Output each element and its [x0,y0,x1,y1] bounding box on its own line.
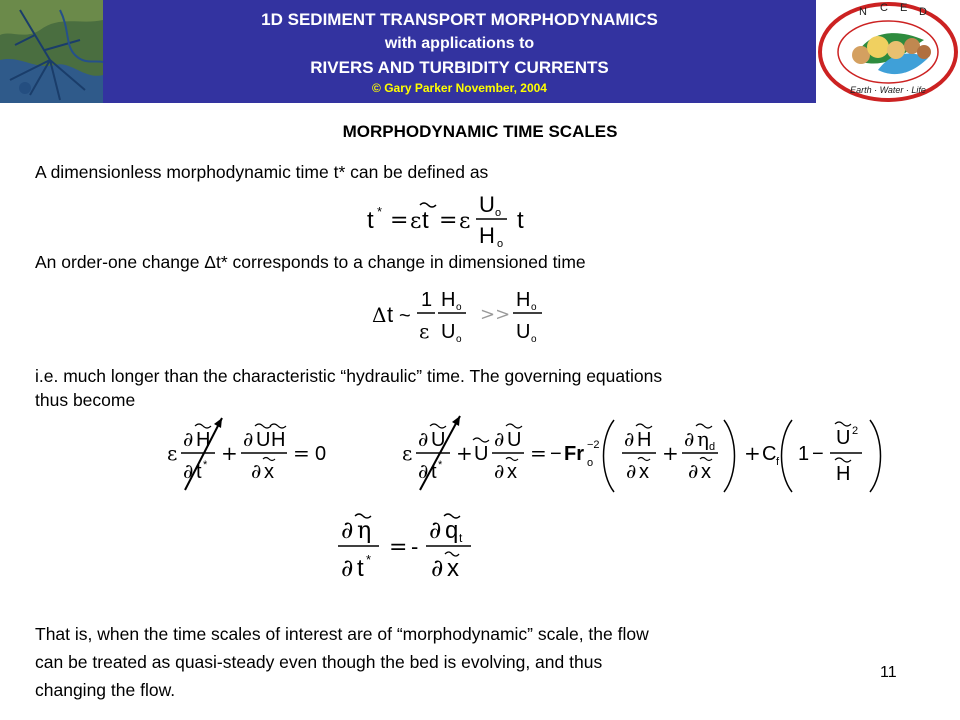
svg-text:o: o [495,207,502,219]
svg-text:t: t [196,461,202,483]
svg-text:Fr: Fr [564,443,584,465]
svg-text:*: * [377,204,383,219]
equation-mass-conservation [165,412,355,497]
svg-text:H: H [516,289,531,311]
svg-text:−2: −2 [587,439,600,451]
svg-text:x: x [264,461,274,483]
svg-text:o: o [456,334,462,345]
svg-text:ε: ε [167,441,178,465]
svg-text:x: x [507,461,517,483]
svg-text:*: * [438,459,443,471]
svg-text:Δ: Δ [372,303,387,327]
svg-text:*: * [366,552,372,567]
svg-text:*: * [203,459,208,471]
svg-text:∂: ∂ [431,554,444,582]
paragraph-quasi-steady-line-2: can be treated as quasi-steady even though the bed is evolving, and thus [35,652,603,672]
svg-text:=: = [389,535,408,560]
header-line-1: 1D SEDIMENT TRANSPORT MORPHODYNAMICS [261,10,658,29]
paragraph-quasi-steady-line-3: changing the flow. [35,680,176,700]
svg-text:t: t [357,555,364,582]
svg-text:H: H [196,429,211,451]
svg-text:∂: ∂ [183,459,194,483]
title-banner [103,0,816,103]
paragraph-hydraulic-line-1: i.e. much longer than the characteristic “hydraulic” time. The governing equations [35,366,663,386]
svg-text:t: t [387,302,394,327]
svg-text:o: o [587,457,594,469]
svg-text:q: q [445,517,459,544]
svg-text:∂: ∂ [251,459,262,483]
svg-text:+: + [221,441,238,465]
equation-order-one [370,282,570,352]
svg-text:ε: ε [410,209,422,234]
svg-text:t: t [422,207,429,234]
svg-text:∂: ∂ [688,459,699,483]
svg-text:t: t [367,207,374,234]
svg-text:U: U [474,443,489,465]
svg-text:1: 1 [421,289,433,311]
svg-text:∂: ∂ [418,459,429,483]
svg-text:t: t [431,461,437,483]
logo-letter-c: C [880,2,888,14]
svg-text:∂: ∂ [243,427,254,451]
svg-text:x: x [701,461,711,483]
logo-letter-e: E [900,2,908,14]
svg-text:C: C [762,443,777,465]
svg-text:U: U [441,321,456,343]
svg-text:∂: ∂ [494,459,505,483]
svg-text:ε: ε [459,209,471,234]
paragraph-hydraulic-line-2: thus become [35,390,136,410]
header [0,0,960,104]
svg-text:=: = [293,441,310,465]
paragraph-quasi-steady-line-1: That is, when the time scales of interest are of “morphodynamic” scale, the flow [35,624,649,644]
svg-text:η: η [357,516,372,544]
svg-text:∂: ∂ [494,427,505,451]
svg-text:−: − [812,443,824,465]
svg-text:η: η [697,427,709,451]
svg-text:x: x [639,461,649,483]
svg-text:=: = [530,441,547,465]
svg-text:o: o [531,334,537,345]
svg-text:H: H [271,429,286,451]
svg-text:U: U [507,429,522,451]
svg-text:o: o [497,238,504,250]
svg-text:∂: ∂ [183,427,194,451]
svg-text:∂: ∂ [341,516,354,544]
svg-text:>>: >> [480,304,511,325]
page-number: 11 [880,664,897,681]
svg-text:H: H [479,223,495,248]
copyright: © Gary Parker November, 2004 [372,81,547,95]
svg-text:+: + [456,441,473,465]
svg-text:=: = [439,208,458,233]
logo-letter-n: N [859,6,867,18]
svg-text:x: x [447,555,459,582]
logo-letter-d: D [919,6,927,18]
svg-text:U: U [479,192,495,217]
svg-text:+: + [662,441,679,465]
svg-text:t: t [459,531,463,545]
svg-text:-: - [411,534,419,559]
svg-text:f: f [776,456,780,468]
svg-text:o: o [531,302,537,313]
svg-text:~: ~ [399,305,411,327]
svg-text:∂: ∂ [626,459,637,483]
equation-momentum-conservation [400,408,900,498]
svg-text:d: d [709,441,716,453]
paragraph-definition: A dimensionless morphodynamic time t* can be defined as [35,162,489,182]
svg-text:o: o [456,302,462,313]
svg-text:=: = [390,208,409,233]
svg-text:0: 0 [315,443,327,465]
svg-text:U: U [516,321,531,343]
equation-time-scale [365,188,545,248]
svg-text:H: H [836,463,851,485]
svg-text:ε: ε [419,319,430,343]
equation-exner [335,502,485,592]
logo-motto: Earth · Water · Life [850,85,926,95]
svg-text:t: t [517,207,524,234]
slide-title: MORPHODYNAMIC TIME SCALES [342,122,618,141]
header-line-2: with applications to [384,35,535,52]
svg-text:H: H [637,429,652,451]
paragraph-order-one: An order-one change Δt* corresponds to a change in dimensioned time [35,252,586,272]
svg-text:2: 2 [852,425,859,437]
nced-logo [816,0,960,103]
svg-text:1: 1 [798,443,810,465]
delta-satellite-image [0,0,103,103]
svg-text:∂: ∂ [418,427,429,451]
svg-text:U: U [431,429,446,451]
svg-text:U: U [836,427,851,449]
svg-text:+: + [744,441,761,465]
svg-text:∂: ∂ [341,554,354,582]
header-line-3: RIVERS AND TURBIDITY CURRENTS [310,58,609,77]
svg-text:∂: ∂ [624,427,635,451]
svg-text:∂: ∂ [429,516,442,544]
svg-text:−: − [550,443,562,465]
svg-text:ε: ε [402,441,413,465]
svg-text:U: U [256,429,271,451]
svg-text:H: H [441,289,456,311]
svg-text:∂: ∂ [684,427,695,451]
